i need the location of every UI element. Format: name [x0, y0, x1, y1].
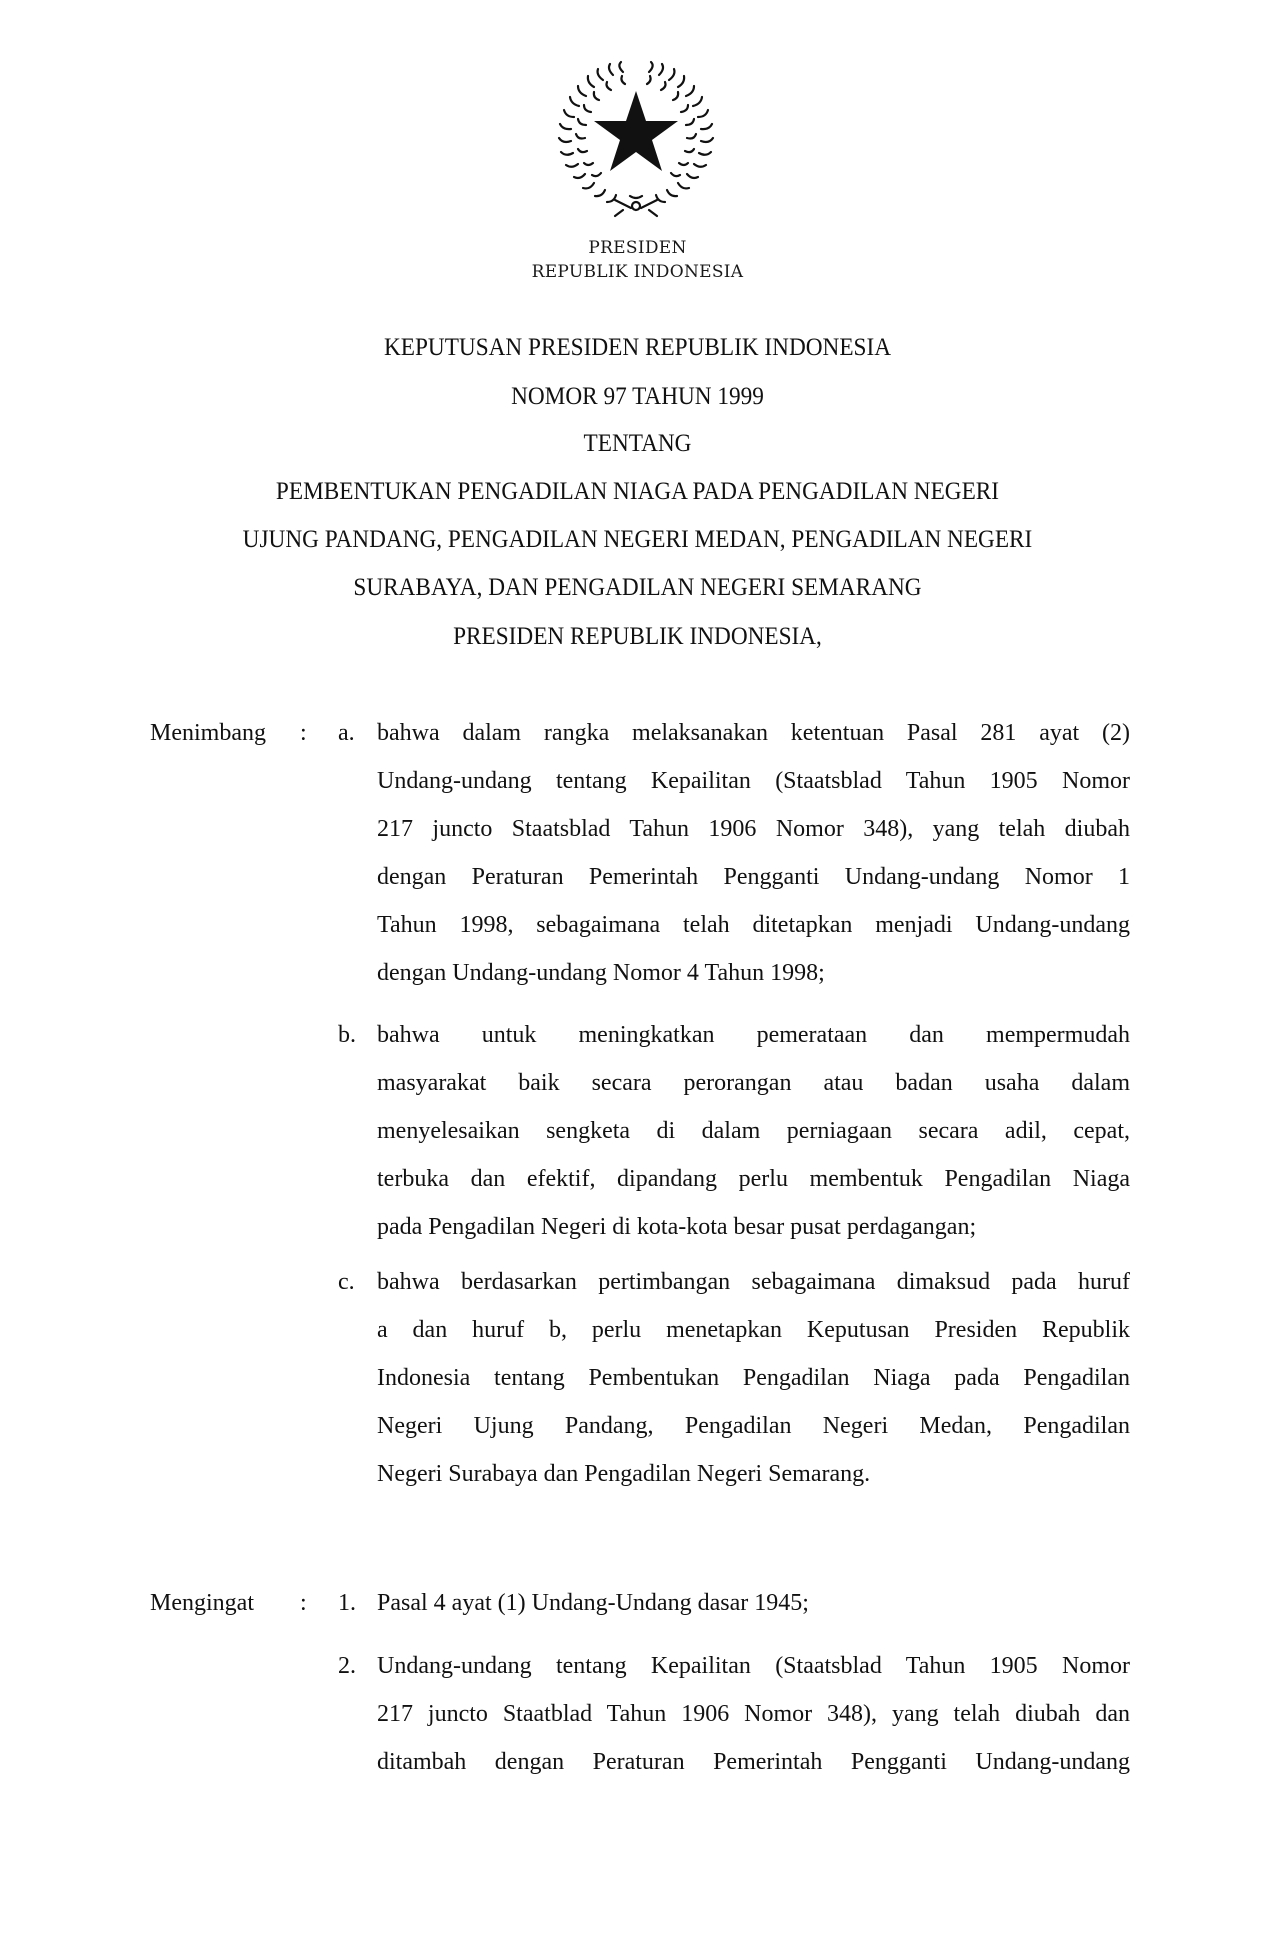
text-line: Negeri Ujung Pandang, Pengadilan Negeri Medan, Pengadilan	[377, 1413, 1130, 1439]
mengingat-colon: :	[300, 1590, 307, 1616]
decree-subject-line-3: SURABAYA, DAN PENGADILAN NEGERI SEMARANG	[353, 574, 922, 601]
text-line: dengan Undang-undang Nomor 4 Tahun 1998;	[377, 960, 825, 986]
text-line: masyarakat baik secara perorangan atau badan usaha dalam	[377, 1070, 1130, 1096]
text-line: dengan Peraturan Pemerintah Pengganti Undang-undang Nomor 1	[377, 864, 1130, 890]
text-line: Indonesia tentang Pembentukan Pengadilan Niaga pada Pengadilan	[377, 1365, 1130, 1391]
mengingat-item-1	[377, 1579, 1130, 1627]
decree-subject-line-1: PEMBENTUKAN PENGADILAN NIAGA PADA PENGADILAN NEGERI	[275, 478, 1000, 505]
menimbang-item-c	[377, 1258, 1130, 1498]
text-line: bahwa untuk meningkatkan pemerataan dan mempermudah	[377, 1022, 1130, 1048]
text-line: Undang-undang tentang Kepailitan (Staatsblad Tahun 1905 Nomor	[377, 1653, 1130, 1679]
text-line: Tahun 1998, sebagaimana telah ditetapkan menjadi Undang-undang	[377, 912, 1130, 938]
decree-issuer: PRESIDEN REPUBLIK INDONESIA,	[453, 623, 822, 650]
menimbang-item-b	[377, 1011, 1130, 1251]
menimbang-item-a-marker: a.	[338, 720, 355, 746]
menimbang-item-a	[377, 709, 1130, 997]
menimbang-item-c-marker: c.	[338, 1269, 355, 1295]
mengingat-label: Mengingat	[150, 1590, 254, 1616]
text-line: 217 juncto Staatsblad Tahun 1906 Nomor 348), yang telah diubah	[377, 816, 1130, 842]
text-line: menyelesaikan sengketa di dalam perniagaan secara adil, cepat,	[377, 1118, 1130, 1144]
presidential-emblem-icon	[553, 58, 719, 218]
text-line: Pasal 4 ayat (1) Undang-Undang dasar 1945;	[377, 1590, 809, 1616]
text-line: bahwa dalam rangka melaksanakan ketentuan Pasal 281 ayat (2)	[377, 720, 1130, 746]
mengingat-item-2	[377, 1642, 1130, 1786]
text-line: Negeri Surabaya dan Pengadilan Negeri Semarang.	[377, 1461, 871, 1487]
menimbang-label: Menimbang	[150, 720, 266, 746]
menimbang-item-b-marker: b.	[338, 1022, 356, 1048]
mengingat-item-1-marker: 1.	[338, 1590, 356, 1616]
text-line: 217 juncto Staatblad Tahun 1906 Nomor 348), yang telah diubah dan	[377, 1701, 1130, 1727]
emblem-caption-president: PRESIDEN	[588, 238, 687, 258]
menimbang-colon: :	[300, 720, 307, 746]
text-line: Undang-undang tentang Kepailitan (Staatsblad Tahun 1905 Nomor	[377, 768, 1130, 794]
decree-tentang: TENTANG	[583, 430, 692, 457]
mengingat-item-2-marker: 2.	[338, 1653, 356, 1679]
text-line: pada Pengadilan Negeri di kota-kota besar pusat perdagangan;	[377, 1214, 977, 1240]
decree-number: NOMOR 97 TAHUN 1999	[511, 383, 764, 410]
emblem-caption-republic: REPUBLIK INDONESIA	[531, 262, 744, 282]
text-line: ditambah dengan Peraturan Pemerintah Pengganti Undang-undang	[377, 1749, 1130, 1775]
decree-subject-line-2: UJUNG PANDANG, PENGADILAN NEGERI MEDAN, PENGADILAN NEGERI	[242, 526, 1033, 553]
decree-title: KEPUTUSAN PRESIDEN REPUBLIK INDONESIA	[384, 334, 891, 361]
text-line: bahwa berdasarkan pertimbangan sebagaimana dimaksud pada huruf	[377, 1269, 1130, 1295]
text-line: a dan huruf b, perlu menetapkan Keputusan Presiden Republik	[377, 1317, 1130, 1343]
text-line: terbuka dan efektif, dipandang perlu membentuk Pengadilan Niaga	[377, 1166, 1130, 1192]
